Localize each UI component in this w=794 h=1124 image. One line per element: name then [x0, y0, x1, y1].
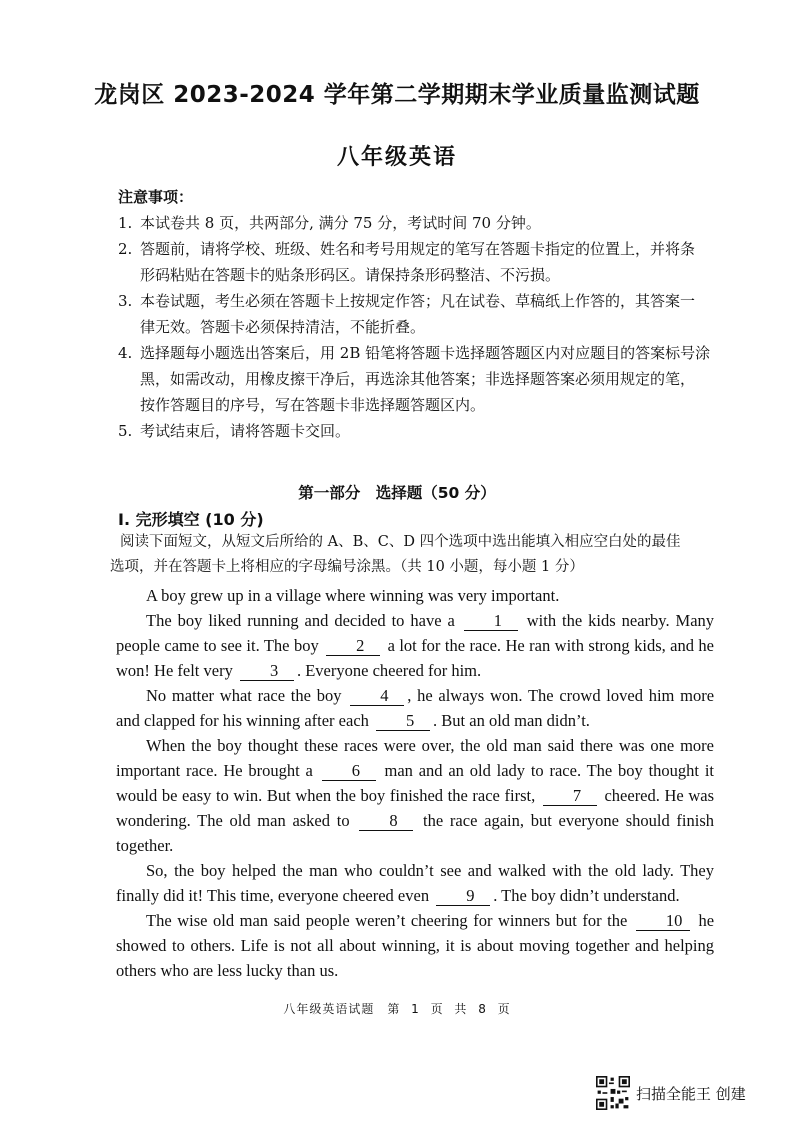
passage-paragraph: [116, 583, 714, 608]
exam-subtitle: 八年级英语: [336, 145, 457, 170]
blank-3: 3: [240, 662, 294, 681]
blank-8: 8: [359, 812, 413, 831]
note-number: 2.: [118, 240, 133, 258]
passage-paragraph: [116, 733, 714, 858]
passage-text: . Everyone cheered for him.: [296, 661, 482, 680]
note-text: 考试结束后，请将答题卡交回。: [140, 422, 351, 440]
note-number: 5.: [118, 422, 133, 440]
passage-text: man and an old lady to race. The boy thought it would be easy to win. But when the boy finished the race first,: [116, 761, 714, 805]
notes-heading: 注意事项：: [118, 188, 194, 206]
passage-paragraph: [116, 858, 714, 908]
blank-6: 6: [322, 762, 376, 781]
watermark-text: 扫描全能王 创建: [636, 1084, 746, 1103]
note-continuation: 律无效。答题卡必须保持清洁，不能折叠。: [140, 318, 426, 336]
note-item: [118, 288, 718, 314]
blank-10: 10: [636, 912, 690, 931]
passage-paragraph: [116, 683, 714, 733]
cloze-passage: [116, 583, 714, 983]
instruction-line: 选项，并在答题卡上将相应的字母编号涂黑。（共 10 小题，每小题 1 分）: [110, 559, 584, 575]
blank-9: 9: [436, 887, 490, 906]
passage-text: . But an old man didn’t.: [433, 711, 590, 730]
passage-text: the race again, but everyone should finish together.: [116, 811, 715, 855]
note-text: 本卷试题，考生必须在答题卡上按规定作答；凡在试卷、草稿纸上作答的，其答案一: [140, 292, 696, 310]
note-number: 4.: [118, 344, 133, 362]
note-text: 本试卷共 8 页，共两部分, 满分 75 分，考试时间 70 分钟。: [140, 214, 541, 232]
note-continuation: 形码粘贴在答题卡的贴条形码区。请保持条形码整洁、不污损。: [140, 266, 561, 284]
passage-text: No matter what race the boy: [146, 686, 342, 705]
note-text: 答题前，请将学校、班级、姓名和考号用规定的笔写在答题卡指定的位置上，并将条: [140, 240, 696, 258]
note-number: 3.: [118, 292, 133, 310]
note-item: [118, 418, 718, 444]
passage-text: , he always won. The crowd loved him more and clapped for his winning after each: [116, 686, 715, 730]
passage-text: . The boy didn’t understand.: [493, 886, 680, 905]
passage-text: The boy liked running and decided to have a: [146, 611, 455, 630]
note-number: 1.: [118, 214, 133, 232]
passage-text: cheered. He was wondering. The old man asked to: [116, 786, 715, 830]
note-item: [118, 340, 718, 366]
passage-text: So, the boy helped the man who couldn’t see and walked with the old lady. They finally did it! This time, everyone cheered even: [116, 861, 714, 905]
blank-2: 2: [326, 637, 380, 656]
passage-text: When the boy thought these races were over, the old man said there was one more important race. He brought a: [116, 736, 714, 780]
note-continuation: 按作答题目的序号，写在答题卡非选择题答题区内。: [140, 396, 486, 414]
qr-code-icon: [596, 1076, 630, 1110]
passage-text: with the kids nearby. Many people came to see it. The boy: [116, 611, 715, 655]
note-item: [118, 236, 718, 262]
cloze-section-heading: I. 完形填空 (10 分): [118, 510, 264, 529]
note-item: [118, 210, 718, 236]
blank-7: 7: [543, 787, 597, 806]
part-one-heading: 第一部分 选择题（50 分）: [298, 484, 496, 502]
cloze-instructions: [110, 530, 710, 580]
notes-list: [118, 210, 718, 444]
instruction-line: 阅读下面短文，从短文后所给的 A、B、C、D 四个选项中选出能填入相应空白处的最佳: [120, 534, 681, 550]
scanner-watermark: [596, 1076, 746, 1110]
exam-title: 龙岗区 2023-2024 学年第二学期期末学业质量监测试题: [94, 82, 700, 108]
blank-5: 5: [376, 712, 430, 731]
blank-1: 1: [464, 612, 518, 631]
note-continuation: 黑，如需改动，用橡皮擦干净后，再选涂其他答案；非选择题答案必须用规定的笔，: [140, 370, 696, 388]
page-footer: 八年级英语试题 第 1 页 共 8 页: [283, 1002, 511, 1016]
passage-paragraph: [116, 908, 714, 983]
passage-text: he showed to others. Life is not all about winning, it is about moving together and helping others who are less lucky than us.: [116, 911, 715, 980]
passage-text: The wise old man said people weren’t cheering for winners but for the: [146, 911, 628, 930]
passage-text: a lot for the race. He ran with strong kids, and he won! He felt very: [116, 636, 715, 680]
note-text: 选择题每小题选出答案后，用 2B 铅笔将答题卡选择题答题区内对应题目的答案标号涂: [140, 344, 711, 362]
blank-4: 4: [350, 687, 404, 706]
passage-paragraph: [116, 608, 714, 683]
passage-text: A boy grew up in a village where winning was very important.: [146, 586, 560, 605]
